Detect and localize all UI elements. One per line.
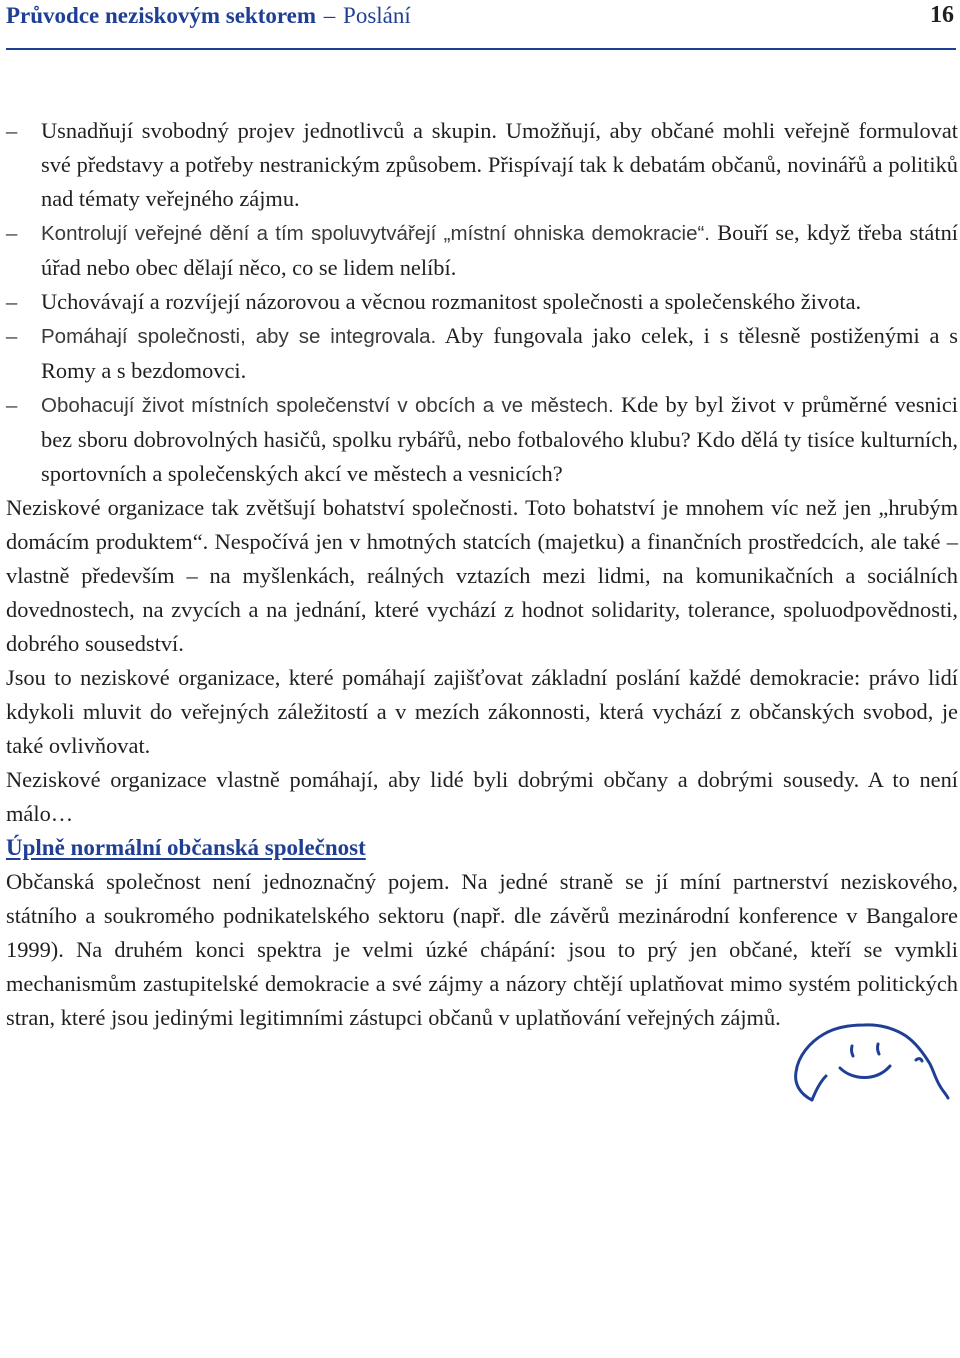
paragraph-good-citizens: Neziskové organizace vlastně pomáhají, aby lidé byli dobrými občany a dobrými sousedy. A to není málo… [6,767,958,826]
list-item [6,388,958,491]
list-item-lead: Pomáhají společnosti, aby se integrovala. [41,325,437,348]
paragraph-wealth: Neziskové organizace tak zvětšují bohatství společnosti. Toto bohatství je mnohem víc než jen „hrubým domácím produktem“. Nespočívá jen v hmotných statcích (majetku) a finančních prostředcích, ale také – vlastně především – na myšlenkách, reálných vztazích mezi lidmi, na komunikačních a sociálních dovednostech, na zvycích a na jednání, které vychází z hodnot solidarity, tolerance, spoluodpovědnosti, dobrého sousedství. [6,495,958,656]
list-item [6,114,958,216]
list-item [6,216,958,285]
list-dash: – [6,118,18,143]
list-item-lead: Obohacují život místních společenství v obcích a ve městech. [41,394,614,417]
list-item [6,319,958,388]
running-header-title [6,3,411,29]
list-dash: – [6,392,18,417]
page-body [6,114,958,1035]
list-item-lead: Kontrolují veřejné dění a tím spoluvytvářejí „místní ohniska demokracie“. [41,222,711,245]
paragraph-mission: Jsou to neziskové organizace, které pomáhají zajišťovat základní poslání každé demokracie: právo lidí kdykoli mluvit do veřejných záležitostí a v mezích zákonnosti, která vychází z občanských svobod, je také ovlivňovat. [6,665,958,758]
page-header [6,0,956,50]
header-separator: – [323,3,336,28]
list-item-text: Usnadňují svobodný projev jednotlivců a skupin. Umožňují, aby občané mohli veřejně formulovat své představy a potřeby nestranickým způsobem. Přispívají tak k debatám občanů, novinářů a politiků nad tématy veřejného zájmu. [41,118,958,211]
smiley-doodle-icon [790,1020,950,1106]
list-item-text: Uchovávají a rozvíjejí názorovou a věcnou rozmanitost společnosti a společenského života. [41,289,862,314]
functions-list [6,114,958,491]
list-dash: – [6,323,18,348]
smiley-mark [916,1059,922,1061]
list-dash: – [6,220,18,245]
list-item-text: Bouří se, když třeba státní úřad nebo obec dělají něco, co se lidem nelíbí. [41,220,958,280]
list-item [6,285,958,319]
page-number: 16 [930,2,954,28]
list-dash: – [6,289,18,314]
smiley-arm [812,1076,826,1100]
list-item-text: Aby fungovala jako celek, i s tělesně postiženými a s Romy a s bezdomovci. [41,323,958,383]
chapter-name: Poslání [343,3,411,28]
smiley-eye-right [878,1044,879,1054]
smiley-mouth [840,1066,890,1078]
smiley-eye-left [852,1046,853,1056]
list-item-text: Kde by byl život v průměrné vesnici bez sboru dobrovolných hasičů, spolku rybářů, nebo fotbalového klubu? Kdo dělá ty tisíce kulturních, sportovních a společenských akcí ve městech a vesnicích? [41,392,958,486]
section-heading: Úplně normální občanská společnost [6,835,366,860]
paragraph-civil-society: Občanská společnost není jednoznačný pojem. Na jedné straně se jí míní partnerství neziskového, státního a soukromého podnikatelského sektoru (např. dle závěrů mezinárodní konference v Bangalore 1999). Na druhém konci spektra je velmi úzké chápání: jsou to prý jen občané, kteří se vymkli mechanismům zastupitelské demokracie a své zájmy a názory chtějí uplatňovat mimo systém politických stran, které jsou jedinými legitimními zástupci občanů v uplatňování veřejných zájmů. [6,869,958,1030]
publication-title: Průvodce neziskovým sektorem [6,3,317,28]
